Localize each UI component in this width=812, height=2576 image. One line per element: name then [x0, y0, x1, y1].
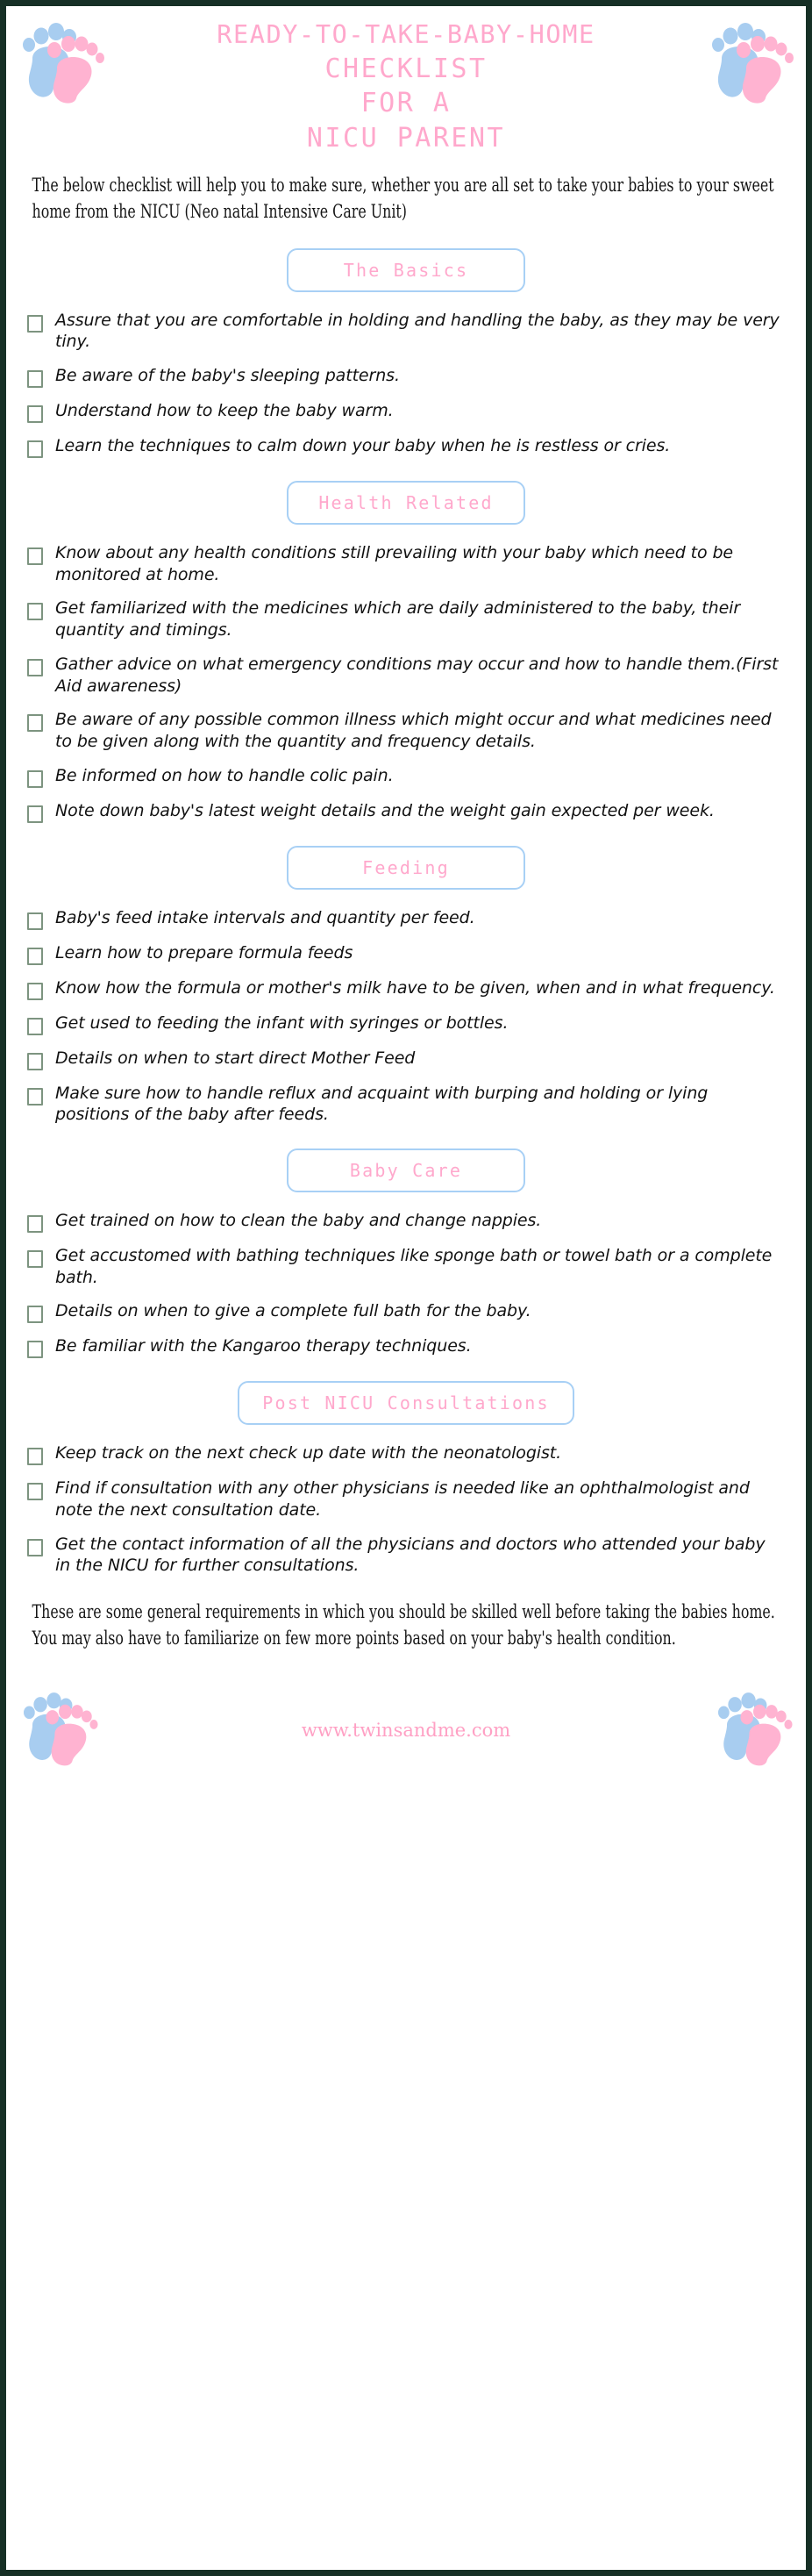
checklist-items [6, 542, 806, 823]
checkbox-icon[interactable] [27, 1215, 43, 1233]
checklist-items [6, 907, 806, 1126]
checklist-item[interactable] [18, 765, 787, 788]
checkbox-icon[interactable] [27, 370, 43, 388]
checklist-item-label: Gather advice on what emergency conditions may occur and how to handle them.(First Aid awareness) [55, 654, 779, 696]
checklist-item[interactable] [18, 310, 787, 353]
checklist-item[interactable] [18, 435, 787, 458]
section-pill [287, 248, 525, 292]
checkbox-icon[interactable] [27, 1018, 43, 1035]
checklist-item-label: Be familiar with the Kangaroo therapy techniques. [55, 1336, 472, 1356]
checklist-item-label: Get used to feeding the infant with syringes or bottles. [55, 1013, 509, 1033]
checklist-item[interactable] [18, 977, 787, 1000]
section-header [6, 1381, 806, 1425]
checkbox-icon[interactable] [27, 659, 43, 676]
checkbox-icon[interactable] [27, 1088, 43, 1106]
checklist-item-label: Details on when to give a complete full bath for the baby. [55, 1301, 531, 1321]
checklist-items [6, 1442, 806, 1577]
baby-footprints-icon [13, 20, 110, 104]
checkbox-icon[interactable] [27, 1053, 43, 1070]
checklist-item-label: Learn the techniques to calm down your baby when he is restless or cries. [55, 436, 671, 456]
checklist-item-label: Get trained on how to clean the baby and change nappies. [55, 1210, 542, 1230]
checkbox-icon[interactable] [27, 948, 43, 965]
checkbox-icon[interactable] [27, 603, 43, 620]
checklist-item-label: Know how the formula or mother's milk have to be given, when and in what frequency. [55, 977, 775, 998]
checkbox-icon[interactable] [27, 440, 43, 458]
checkbox-icon[interactable] [27, 1483, 43, 1500]
checkbox-icon[interactable] [27, 405, 43, 423]
checklist-item-label: Be aware of the baby's sleeping patterns. [55, 366, 400, 386]
section-title: Baby Care [349, 1159, 463, 1181]
section-title: Post NICU Consultations [262, 1392, 550, 1414]
checklist-item[interactable] [18, 907, 787, 930]
checklist-item-label: Keep track on the next check up date with the neonatologist. [55, 1443, 562, 1463]
checklist-item-label: Assure that you are comfortable in holding and handling the baby, as they may be very tiny. [55, 310, 780, 352]
section-pill [287, 846, 525, 890]
checklist-item[interactable] [18, 800, 787, 823]
checklist-item[interactable] [18, 1300, 787, 1323]
page-header [6, 6, 806, 161]
checkbox-icon[interactable] [27, 1448, 43, 1465]
checklist-item-label: Understand how to keep the baby warm. [55, 401, 394, 421]
section-header [6, 846, 806, 890]
section-header [6, 481, 806, 525]
checkbox-icon[interactable] [27, 805, 43, 823]
checklist-item[interactable] [18, 1442, 787, 1465]
checklist-item[interactable] [18, 542, 787, 585]
checklist-item[interactable] [18, 1048, 787, 1070]
intro-paragraph: The below checklist will help you to make sure, whether you are all set to take your babies to your sweet home from the NICU (Neo natal Intensive Care Unit) [32, 175, 774, 224]
section-header [6, 1148, 806, 1192]
checklist-item[interactable] [18, 1335, 787, 1358]
checkbox-icon[interactable] [27, 770, 43, 788]
title-line-4: NICU PARENT [306, 122, 506, 154]
page-footer [6, 1665, 806, 1781]
title-line-1: READY-TO-TAKE-BABY-HOME [217, 20, 595, 49]
checkbox-icon[interactable] [27, 315, 43, 333]
checklist-sections [6, 248, 806, 1577]
checklist-item-label: Learn how to prepare formula feeds [55, 942, 353, 962]
outro-paragraph: These are some general requirements in which you should be skilled well before taking the babies home. You may also have to familiarize on few more points based on your baby's health condition. [32, 1601, 775, 1649]
checkbox-icon[interactable] [27, 714, 43, 732]
checklist-item-label: Get familiarized with the medicines which are daily administered to the baby, their quantity and timings. [55, 598, 741, 640]
section-pill [238, 1381, 574, 1425]
checkbox-icon[interactable] [27, 1539, 43, 1556]
section-header [6, 248, 806, 292]
checklist-item[interactable] [18, 654, 787, 697]
checklist-item[interactable] [18, 709, 787, 752]
section-pill [287, 1148, 525, 1192]
section-title: The Basics [343, 259, 469, 281]
checklist-item-label: Make sure how to handle reflux and acquaint with burping and holding or lying positions of the baby after feeds. [55, 1083, 709, 1125]
checklist-item[interactable] [18, 365, 787, 388]
section-title: Feeding [362, 856, 450, 878]
checklist-item[interactable] [18, 597, 787, 640]
checklist-item[interactable] [18, 1013, 787, 1035]
title-line-2: CHECKLIST [324, 53, 488, 84]
page-title [6, 18, 806, 155]
checklist-item-label: Baby's feed intake intervals and quantity per feed. [55, 907, 475, 927]
checklist-item[interactable] [18, 1534, 787, 1577]
checklist-item[interactable] [18, 1478, 787, 1521]
checkbox-icon[interactable] [27, 1341, 43, 1358]
checklist-item-label: Get accustomed with bathing techniques like sponge bath or towel bath or a complete bath. [55, 1245, 773, 1287]
checkbox-icon[interactable] [27, 547, 43, 565]
checklist-items [6, 1210, 806, 1358]
website-url-link[interactable]: www.twinsandme.com [301, 1720, 511, 1742]
checkbox-icon[interactable] [27, 983, 43, 1000]
checklist-item-label: Note down baby's latest weight details and the weight gain expected per week. [55, 800, 715, 820]
checklist-item-label: Be aware of any possible common illness which might occur and what medicines need to be given along with the quantity and frequency details. [55, 710, 772, 751]
checkbox-icon[interactable] [27, 1306, 43, 1323]
checklist-item-label: Get the contact information of all the physicians and doctors who attended your baby in the NICU for further consultations. [55, 1534, 766, 1576]
checklist-item-label: Details on when to start direct Mother Feed [55, 1048, 416, 1068]
checklist-item-label: Find if consultation with any other physicians is needed like an ophthalmologist and note the next consultation date. [55, 1478, 750, 1521]
checklist-item[interactable] [18, 400, 787, 423]
checklist-item[interactable] [18, 942, 787, 965]
checklist-item-label: Know about any health conditions still prevailing with your baby which need to be monitored at home. [55, 543, 733, 584]
checklist-item-label: Be informed on how to handle colic pain. [55, 765, 394, 785]
checklist-item[interactable] [18, 1083, 787, 1126]
baby-footprints-icon [702, 20, 799, 104]
checkbox-icon[interactable] [27, 1250, 43, 1268]
title-line-3: FOR A [360, 88, 452, 119]
checklist-item[interactable] [18, 1245, 787, 1288]
section-title: Health Related [318, 492, 494, 514]
section-pill [287, 481, 525, 525]
checkbox-icon[interactable] [27, 912, 43, 930]
checklist-item[interactable] [18, 1210, 787, 1233]
checklist-items [6, 310, 806, 458]
